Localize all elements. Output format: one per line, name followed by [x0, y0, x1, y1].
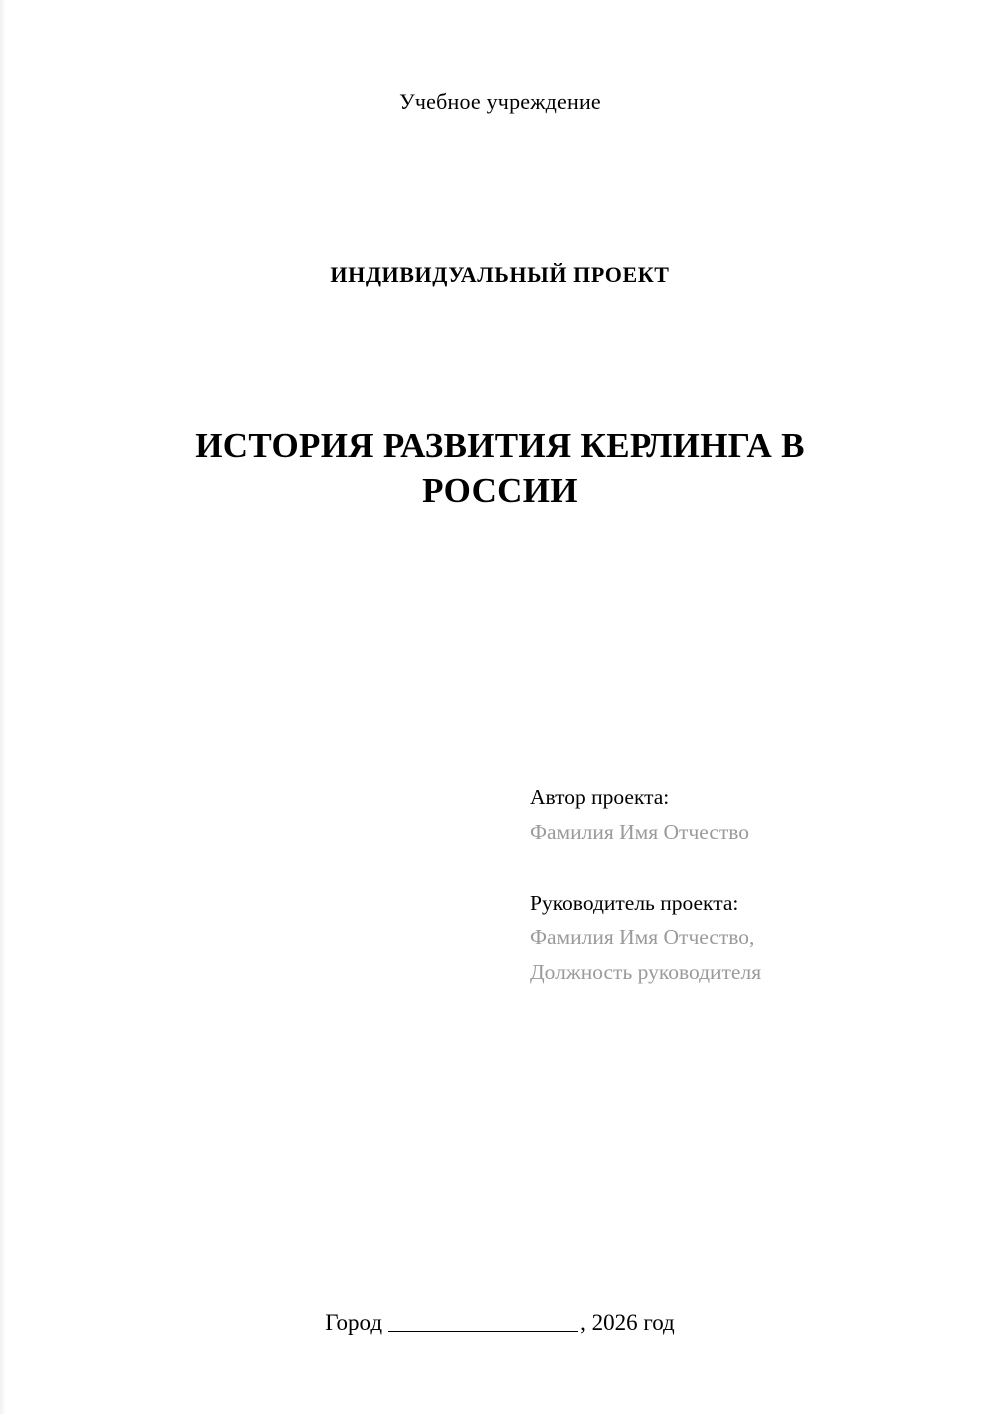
city-label: Город — [325, 1310, 383, 1335]
page-title: ИСТОРИЯ РАЗВИТИЯ КЕРЛИНГА В РОССИИ — [195, 426, 805, 510]
institution-name: Учебное учреждение — [399, 89, 601, 114]
supervisor-label: Руководитель проекта: — [530, 890, 739, 915]
supervisor-block — [530, 886, 930, 990]
credits — [530, 780, 930, 990]
supervisor-value-line-1: Фамилия Имя Отчество, — [530, 925, 755, 950]
footer — [0, 1310, 1000, 1336]
document-type: ИНДИВИДУАЛЬНЫЙ ПРОЕКТ — [330, 262, 670, 287]
author-block — [530, 780, 930, 850]
supervisor-value-line-2: Должность руководителя — [530, 960, 762, 985]
author-value: Фамилия Имя Отчество — [530, 819, 750, 844]
year-text: , 2026 год — [580, 1310, 675, 1335]
city-blank-line — [388, 1331, 578, 1332]
author-label: Автор проекта: — [530, 785, 670, 809]
